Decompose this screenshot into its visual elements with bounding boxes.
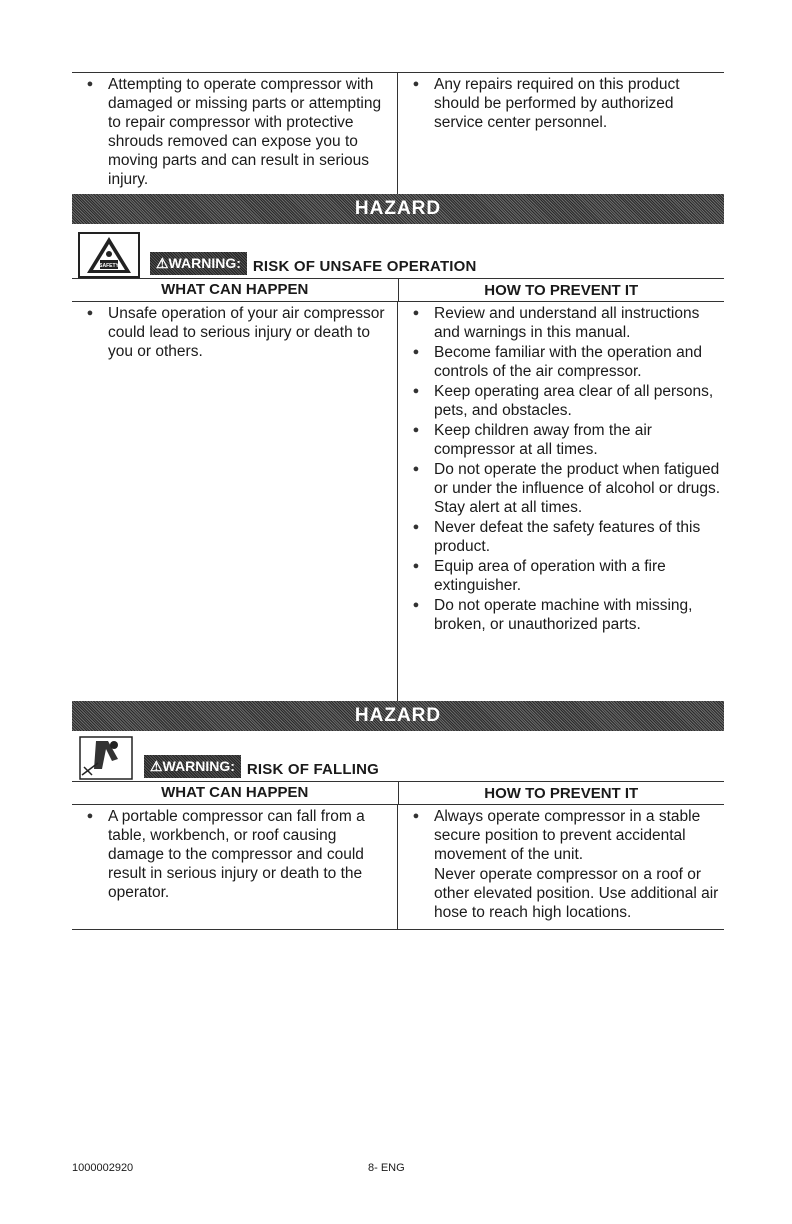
hazard-table-unsafe-operation [72, 302, 724, 701]
how-to-prevent-column [398, 805, 724, 929]
list-item: ● Attempting to operate compressor with damaged or missing parts or attempting to repair compressor with protective shrouds removed can expose you to moving parts and can result in serious injury. [72, 75, 391, 189]
warning-badge: ⚠WARNING: [144, 755, 241, 778]
what-can-happen-header: WHAT CAN HAPPEN [72, 782, 399, 804]
manual-page [72, 72, 724, 930]
bullet-icon: ● [86, 307, 94, 319]
safety-first-icon [78, 232, 140, 278]
list-item: ● Become familiar with the operation and controls of the air compressor. [398, 343, 724, 381]
list-item: ● Always operate compressor in a stable secure position to prevent accidental movement of the unit. [398, 807, 724, 864]
bullet-icon: ● [86, 78, 94, 90]
page-number: 8- ENG [368, 1162, 405, 1174]
warning-row-unsafe-operation [72, 226, 724, 279]
bullet-icon: ● [86, 810, 94, 822]
paragraph: Never operate compressor on a roof or other elevated position. Use additional air hose to reach high locations. [434, 866, 719, 921]
list-item: ● Do not operate machine with missing, broken, or unauthorized parts. [398, 596, 724, 634]
warning-title: RISK OF UNSAFE OPERATION [252, 258, 477, 275]
warning-row-falling [72, 731, 724, 782]
list-item: ● Equip area of operation with a fire extinguisher. [398, 557, 724, 595]
how-to-prevent-header: HOW TO PREVENT IT [484, 281, 639, 299]
what-can-happen-column [72, 805, 398, 929]
bullet-icon: ● [412, 346, 420, 358]
how-to-prevent-column [398, 302, 724, 701]
hazard-banner: HAZARD [72, 194, 724, 224]
how-to-prevent-header: HOW TO PREVENT IT [484, 784, 639, 802]
list-item: ● A portable compressor can fall from a table, workbench, or roof causing damage to the compressor and could result in serious injury or death to the operator. [72, 807, 391, 902]
continuation-table [72, 72, 724, 194]
hazard-table-falling [72, 805, 724, 930]
bullet-icon: ● [412, 463, 420, 475]
bullet-icon: ● [412, 78, 420, 90]
what-can-happen-column [72, 302, 398, 701]
column-headers [72, 279, 724, 302]
list-item: ● Do not operate the product when fatigued or under the influence of alcohol or drugs. Stay alert at all times. [398, 460, 724, 517]
list-item: ● Keep operating area clear of all persons, pets, and obstacles. [398, 382, 724, 420]
bullet-icon: ● [412, 521, 420, 533]
warning-title: RISK OF FALLING [246, 761, 380, 778]
falling-person-icon [78, 735, 134, 781]
document-code: 1000002920 [72, 1162, 134, 1174]
list-item: ● Any repairs required on this product should be performed by authorized service center personnel. [398, 75, 724, 132]
continuation-left [72, 73, 398, 194]
list-item: ● Keep children away from the air compressor at all times. [398, 421, 724, 459]
bullet-icon: ● [412, 307, 420, 319]
list-item: ● Never defeat the safety features of this product. [398, 518, 724, 556]
warning-badge: ⚠WARNING: [150, 252, 247, 275]
bullet-icon: ● [412, 810, 420, 822]
svg-text:SAFETY: SAFETY [99, 263, 119, 269]
what-can-happen-header: WHAT CAN HAPPEN [72, 279, 399, 301]
hazard-banner: HAZARD [72, 701, 724, 731]
list-item: ● Unsafe operation of your air compressor could lead to serious injury or death to you or others. [72, 304, 391, 361]
continuation-right [398, 73, 724, 194]
bullet-icon: ● [412, 385, 420, 397]
bullet-icon: ● [412, 560, 420, 572]
bullet-icon: ● [412, 599, 420, 611]
list-item: ● Review and understand all instructions and warnings in this manual. [398, 304, 724, 342]
bullet-icon: ● [412, 424, 420, 436]
column-headers [72, 782, 724, 805]
